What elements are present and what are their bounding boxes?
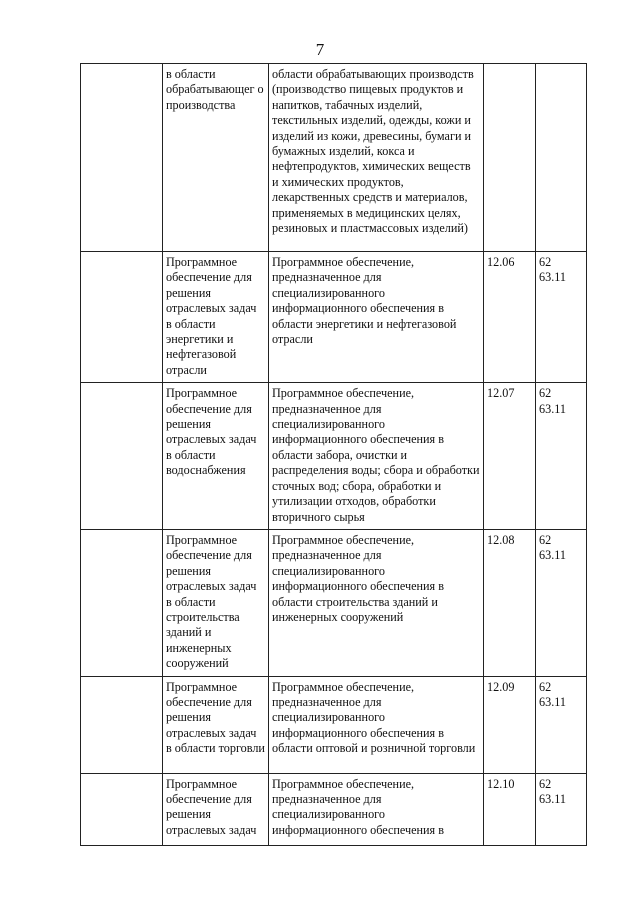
okved-code: 62 bbox=[539, 679, 552, 694]
okved-code: 63.11 bbox=[539, 270, 566, 285]
table-row bbox=[81, 383, 587, 530]
category-code: 12.07 bbox=[484, 383, 536, 530]
category-code: 12.10 bbox=[484, 773, 536, 845]
category-description: Программное обеспечение, предназначенное для специализированного информационного обеспечения в области энергетики и нефтегазовой отрасли bbox=[269, 252, 484, 383]
okved-codes bbox=[536, 676, 587, 773]
category-code: 12.06 bbox=[484, 252, 536, 383]
okved-code: 62 bbox=[539, 532, 552, 547]
category-description: Программное обеспечение, предназначенное для специализированного информационного обеспечения в области строительства зданий и инженерных сооружений bbox=[269, 529, 484, 676]
table-row bbox=[81, 676, 587, 773]
okved-codes bbox=[536, 529, 587, 676]
category-code bbox=[484, 64, 536, 252]
category-code: 12.08 bbox=[484, 529, 536, 676]
okved-code: 63.11 bbox=[539, 548, 566, 563]
table-row bbox=[81, 252, 587, 383]
category-name: Программное обеспечение для решения отраслевых задач в области водоснабжения bbox=[163, 383, 269, 530]
category-code: 12.09 bbox=[484, 676, 536, 773]
okved-codes bbox=[536, 773, 587, 845]
category-description: Программное обеспечение, предназначенное для специализированного информационного обеспечения в bbox=[269, 773, 484, 845]
table-row bbox=[81, 529, 587, 676]
empty-cell bbox=[81, 676, 163, 773]
okved-code: 63.11 bbox=[539, 401, 566, 416]
empty-cell bbox=[81, 383, 163, 530]
okved-code: 62 bbox=[539, 255, 552, 269]
table-row bbox=[81, 64, 587, 252]
okved-codes bbox=[536, 383, 587, 530]
table-row bbox=[81, 773, 587, 845]
category-name: Программное обеспечение для решения отраслевых задач в области торговли bbox=[163, 676, 269, 773]
category-name: в области обрабатывающег о производства bbox=[163, 64, 269, 252]
empty-cell bbox=[81, 773, 163, 845]
category-description: Программное обеспечение, предназначенное для специализированного информационного обеспечения в области оптовой и розничной торговли bbox=[269, 676, 484, 773]
category-name: Программное обеспечение для решения отраслевых задач bbox=[163, 773, 269, 845]
okved-code: 62 bbox=[539, 386, 552, 401]
category-description: Программное обеспечение, предназначенное для специализированного информационного обеспечения в области забора, очистки и распределения воды; сбора и обработки сточных вод; сбора, обработки и утилизации отходов, обработки вторичного сырья bbox=[269, 383, 484, 530]
okved-code: 63.11 bbox=[539, 694, 566, 709]
empty-cell bbox=[81, 252, 163, 383]
category-description: области обрабатывающих производств (производство пищевых продуктов и напитков, табачных изделий, текстильных изделий, одежды, кожи и изделий из кожи, древесины, бумаги и бумажных изделий, кокса и нефтепродуктов, химических веществ и химических продуктов, лекарственных средств и материалов, применяемых в медицинских целях, резиновых и пластмассовых изделий) bbox=[269, 64, 484, 252]
page-number: 7 bbox=[315, 40, 325, 59]
category-name: Программное обеспечение для решения отраслевых задач в области энергетики и нефтегазовой отрасли bbox=[163, 252, 269, 383]
category-name: Программное обеспечение для решения отраслевых задач в области строительства зданий и инженерных сооружений bbox=[163, 529, 269, 676]
okved-codes bbox=[536, 252, 587, 383]
software-classification-table bbox=[80, 63, 587, 846]
okved-codes bbox=[536, 64, 587, 252]
okved-code: 63.11 bbox=[539, 791, 566, 806]
okved-code: 62 bbox=[539, 776, 552, 791]
empty-cell bbox=[81, 529, 163, 676]
empty-cell bbox=[81, 64, 163, 252]
